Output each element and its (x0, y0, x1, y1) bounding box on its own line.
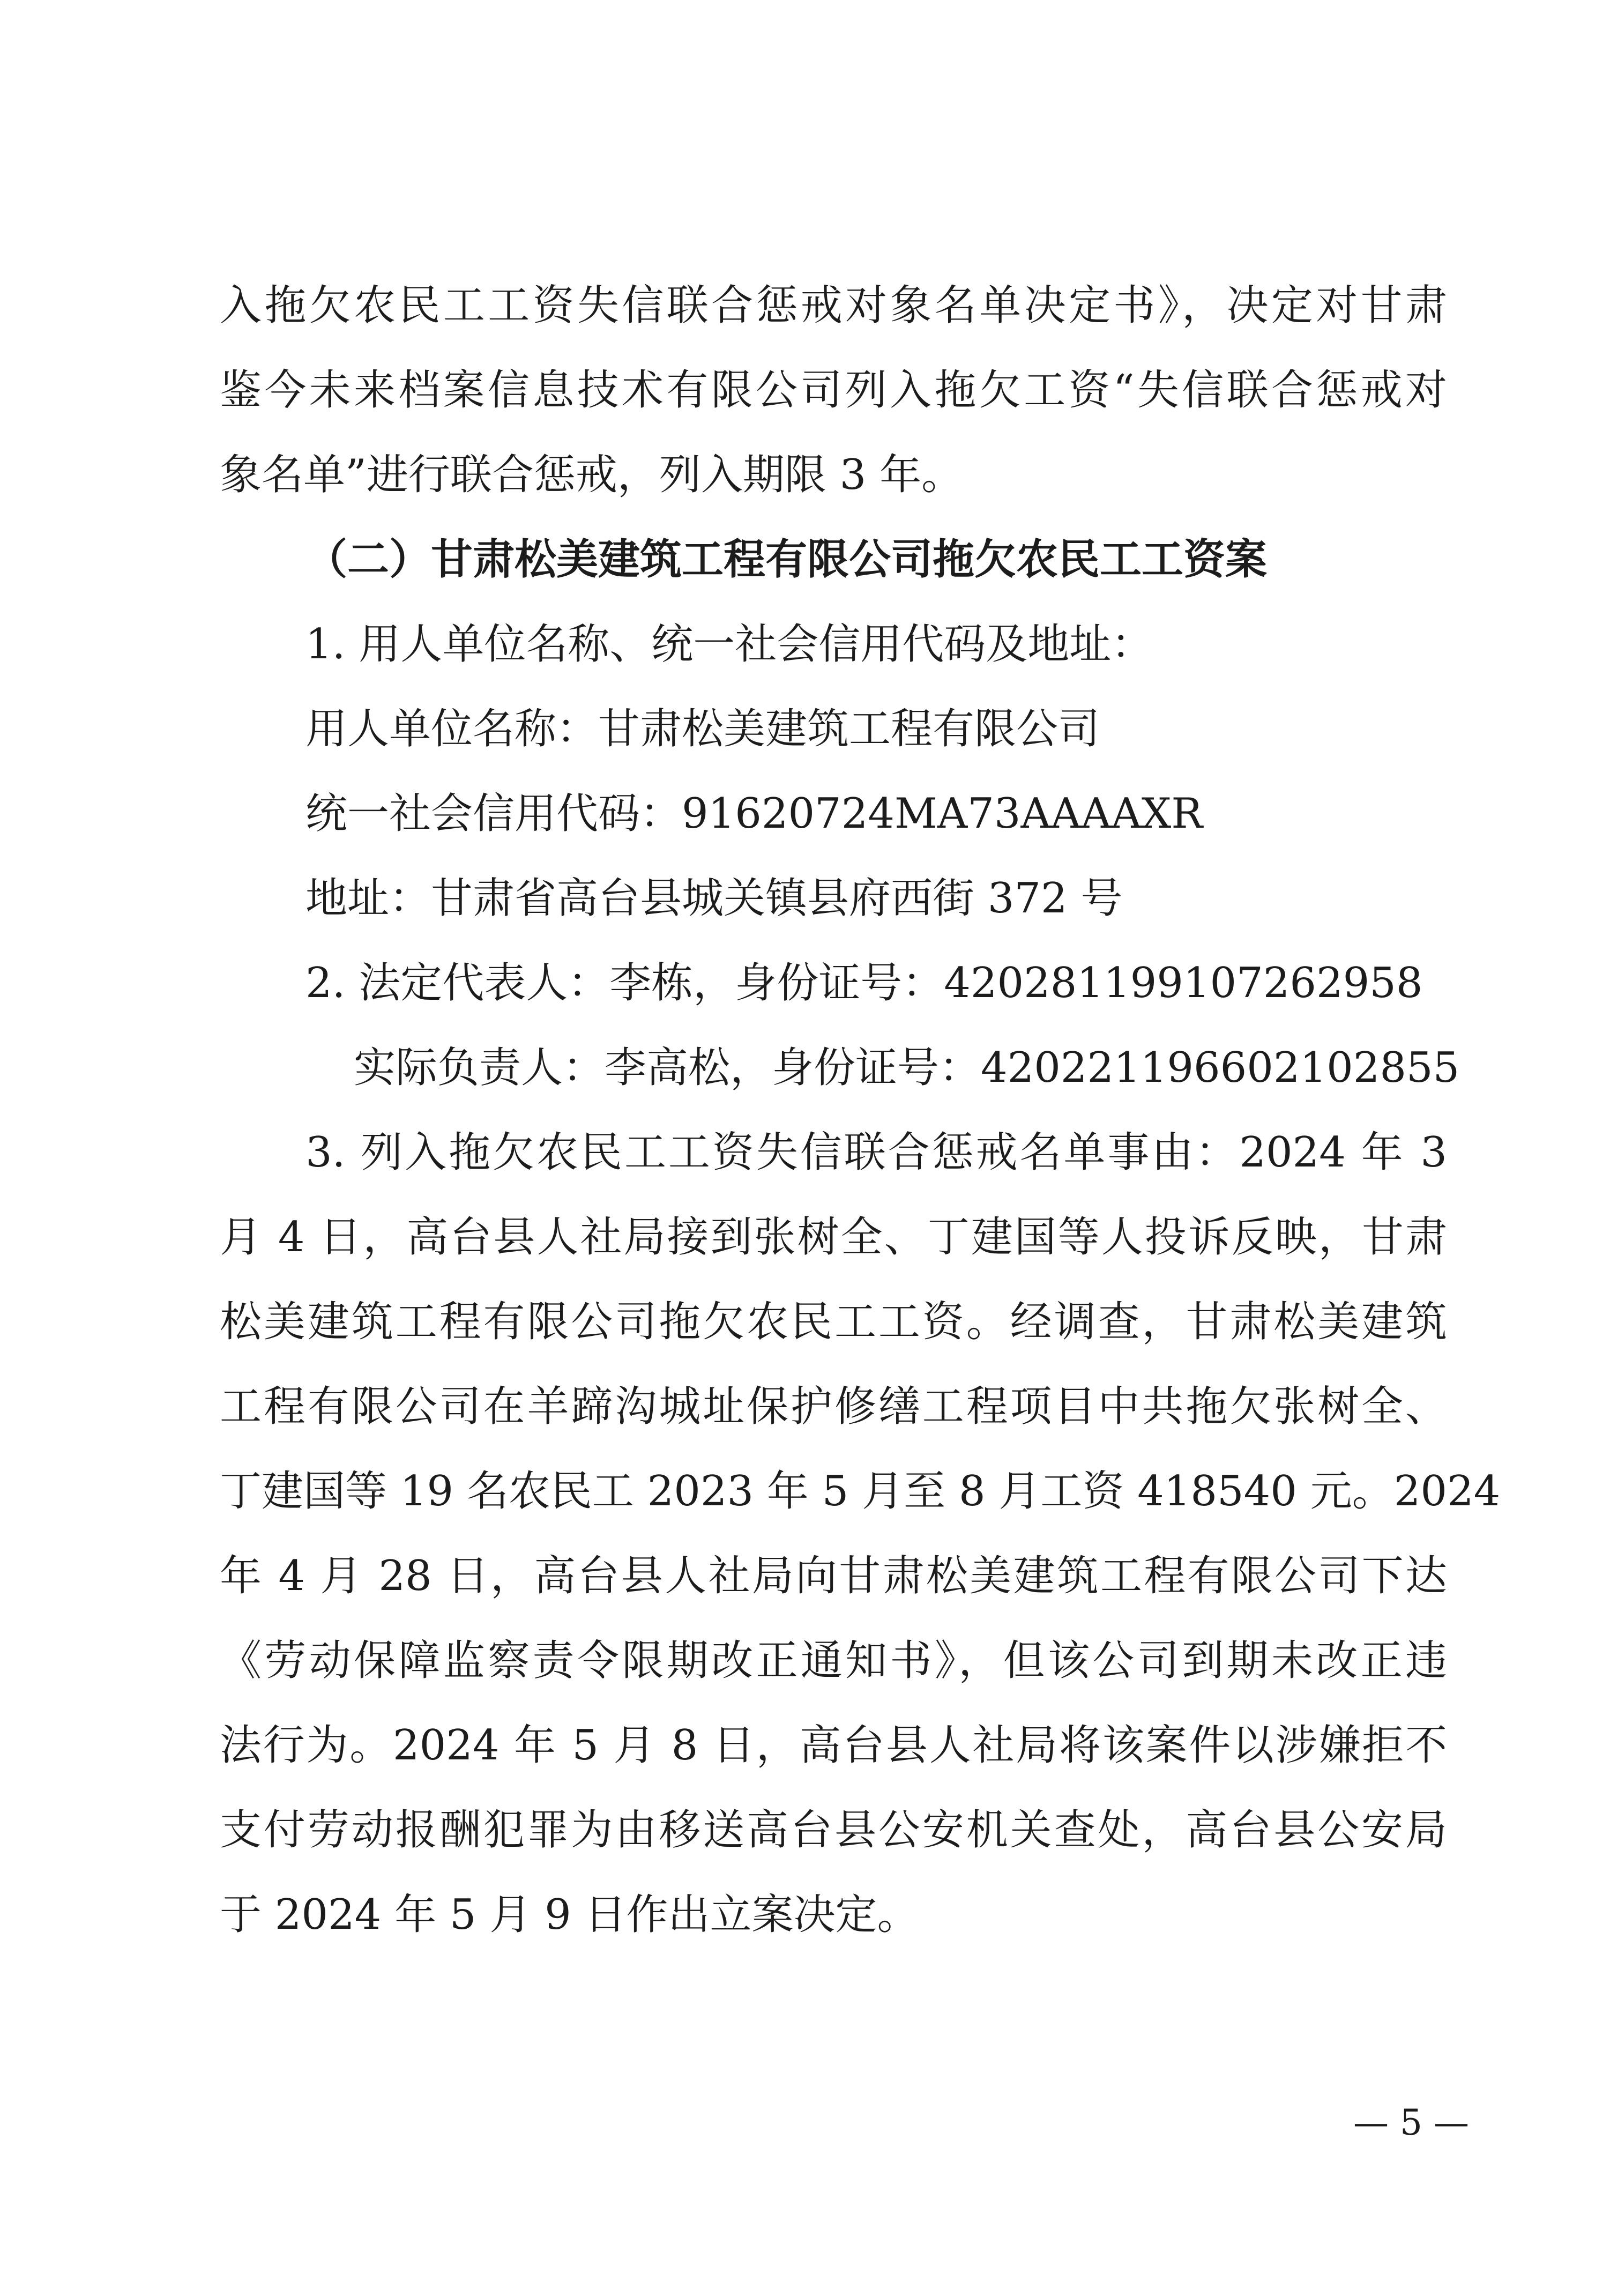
actual-person-in-charge-line: 实际负责人：李高松，身份证号：420221196602102855 (354, 1044, 1460, 1092)
company-name-line: 用人单位名称：甘肃松美建筑工程有限公司 (305, 705, 1100, 753)
item3-line-1: 3. 列入拖欠农民工工资失信联合惩戒名单事由：2024 年 3 (305, 1128, 1447, 1177)
legal-representative-line: 2. 法定代表人：李栋，身份证号：420281199107262958 (305, 959, 1423, 1007)
item3-line-10: 于 2024 年 5 月 9 日作出立案决定。 (220, 1891, 919, 1939)
page-number: — 5 — (1353, 2102, 1469, 2143)
item3-line-6: 年 4 月 28 日，高台县人社局向甘肃松美建筑工程有限公司下达 (220, 1552, 1447, 1600)
item1-title: 1. 用人单位名称、统一社会信用代码及地址： (305, 620, 1153, 668)
intro-line-2: 鉴今未来档案信息技术有限公司列入拖欠工资“失信联合惩戒对 (220, 366, 1447, 414)
intro-line-1: 入拖欠农民工工资失信联合惩戒对象名单决定书》，决定对甘肃 (220, 281, 1447, 330)
intro-line-3: 象名单”进行联合惩戒，列入期限 3 年。 (220, 451, 964, 499)
item3-line-3: 松美建筑工程有限公司拖欠农民工工资。经调查，甘肃松美建筑 (220, 1298, 1447, 1346)
item3-line-2: 月 4 日，高台县人社局接到张树全、丁建国等人投诉反映，甘肃 (220, 1213, 1447, 1261)
section-heading: （二）甘肃松美建筑工程有限公司拖欠农民工工资案 (305, 535, 1268, 584)
item3-line-5: 丁建国等 19 名农民工 2023 年 5 月至 8 月工资 418540 元。2024 (220, 1467, 1501, 1515)
item3-line-9: 支付劳动报酬犯罪为由移送高台县公安机关查处，高台县公安局 (220, 1806, 1447, 1854)
item3-line-7: 《劳动保障监察责令限期改正通知书》，但该公司到期未改正违 (220, 1637, 1447, 1685)
item3-line-4: 工程有限公司在羊蹄沟城址保护修缮工程项目中共拖欠张树全、 (220, 1383, 1447, 1431)
credit-code-line: 统一社会信用代码：91620724MA73AAAAXR (305, 790, 1203, 838)
address-line: 地址：甘肃省高台县城关镇县府西街 372 号 (305, 874, 1123, 923)
item3-line-8: 法行为。2024 年 5 月 8 日，高台县人社局将该案件以涉嫌拒不 (220, 1721, 1447, 1770)
